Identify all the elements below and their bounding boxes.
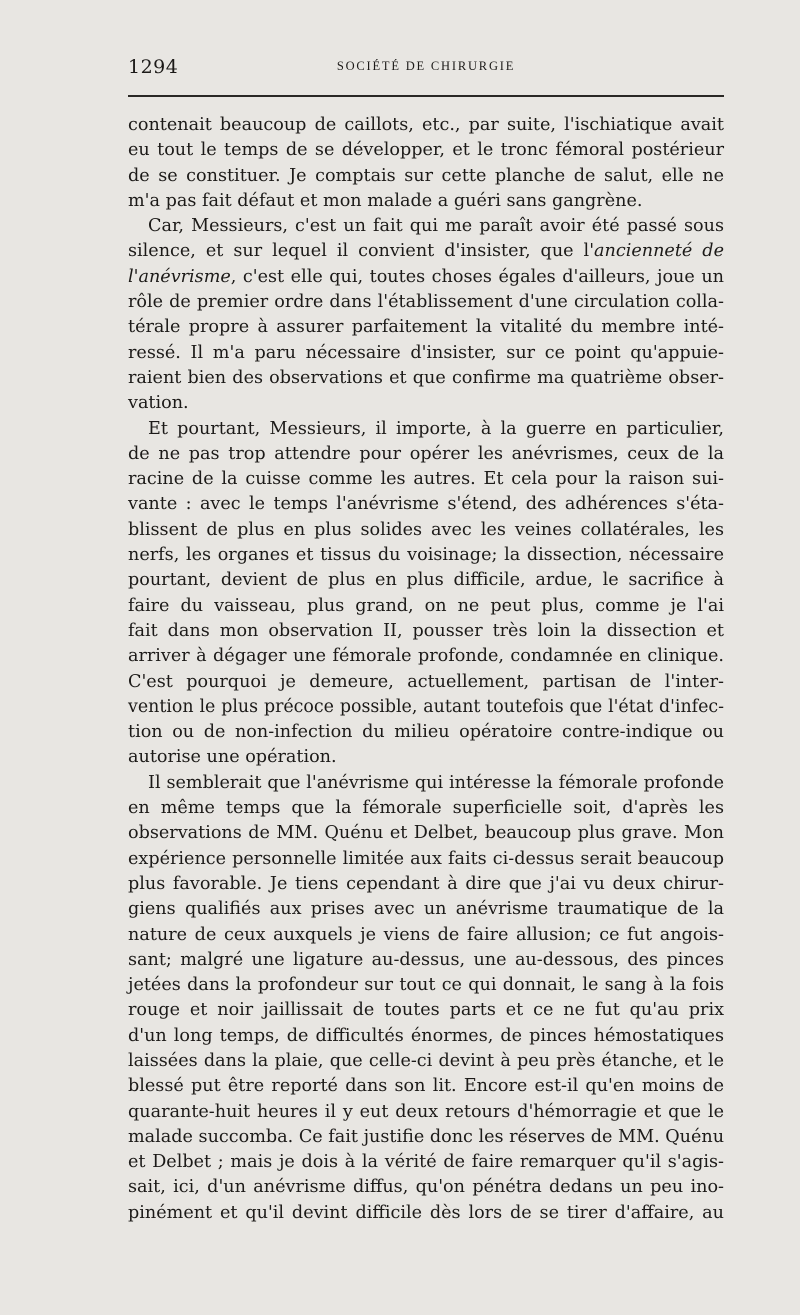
- text-line: giens qualifiés aux prises avec un anévrisme traumatique de la: [128, 899, 724, 920]
- text-line: de ne pas trop attendre pour opérer les anévrismes, ceux de la: [128, 443, 724, 464]
- text-line: Car, Messieurs, c'est un fait qui me paraît avoir été passé sous: [148, 216, 724, 237]
- text-line: de se constituer. Je comptais sur cette planche de salut, elle ne: [128, 165, 724, 186]
- text-line: térale propre à assurer parfaitement la vitalité du membre inté-: [128, 317, 724, 338]
- text-line: quarante-huit heures il y eut deux retours d'hémorragie et que le: [128, 1101, 724, 1122]
- text-line: vation.: [128, 393, 189, 414]
- text-line: arriver à dégager une fémorale profonde, condamnée en clinique.: [128, 646, 724, 667]
- text-line: pourtant, devient de plus en plus difficile, ardue, le sacrifice à: [128, 570, 724, 591]
- text-line: fait dans mon observation II, pousser très loin la dissection et: [128, 620, 724, 641]
- text-line: sait, ici, d'un anévrisme diffus, qu'on pénétra dedans un peu ino-: [128, 1177, 724, 1198]
- text-line: autorise une opération.: [128, 747, 337, 768]
- page-number: 1294: [128, 56, 179, 78]
- text-line: plus favorable. Je tiens cependant à dire que j'ai vu deux chirur-: [128, 873, 724, 894]
- text-line: faire du vaisseau, plus grand, on ne peut plus, comme je l'ai: [128, 595, 724, 616]
- text-line: et Delbet ; mais je dois à la vérité de faire remarquer qu'il s'agis-: [128, 1152, 724, 1173]
- text-line: observations de MM. Quénu et Delbet, beaucoup plus grave. Mon: [128, 823, 724, 844]
- text-line: nerfs, les organes et tissus du voisinage; la dissection, nécessaire: [128, 545, 724, 566]
- emphasis: l'anévrisme: [128, 266, 231, 287]
- running-head: SOCIÉTÉ DE CHIRURGIE: [336, 59, 516, 73]
- body-text: [128, 113, 724, 1226]
- text-line: blessé put être reporté dans son lit. Encore est-il qu'en moins de: [128, 1076, 724, 1097]
- paragraph-3: [128, 417, 724, 771]
- text-line: blissent de plus en plus solides avec les veines collatérales, les: [128, 519, 724, 540]
- text-line: d'un long temps, de difficultés énormes, de pinces hémostatiques: [128, 1025, 724, 1046]
- text-line: Il semblerait que l'anévrisme qui intéresse la fémorale profonde: [148, 772, 724, 793]
- text-line: racine de la cuisse comme les autres. Et cela pour la raison sui-: [128, 469, 724, 490]
- text-line: jetées dans la profondeur sur tout ce qui donnait, le sang à la fois: [128, 975, 724, 996]
- page-header: [128, 56, 724, 78]
- paragraph-4: [128, 771, 724, 1226]
- text-line: en même temps que la fémorale superficielle soit, d'après les: [128, 798, 724, 819]
- text-line: malade succomba. Ce fait justifie donc les réserves de MM. Quénu: [128, 1126, 725, 1147]
- text-line: nature de ceux auxquels je viens de faire allusion; ce fut angois-: [128, 924, 724, 945]
- text-line: sant; malgré une ligature au-dessus, une au-dessous, des pinces: [128, 949, 724, 970]
- paragraph-2: [128, 214, 724, 416]
- header-rule: [128, 95, 724, 97]
- text-line: expérience personnelle limitée aux faits ci-dessus serait beaucoup: [128, 848, 724, 869]
- text-line: tion ou de non-infection du milieu opératoire contre-indique ou: [128, 722, 724, 743]
- text-line: Et pourtant, Messieurs, il importe, à la guerre en particulier,: [148, 418, 724, 439]
- text-line: silence, et sur lequel il convient d'insister, que l'ancienneté de: [128, 241, 724, 262]
- emphasis: ancienneté de: [594, 241, 724, 262]
- text-line: raient bien des observations et que confirme ma quatrième obser-: [128, 367, 724, 388]
- text-line: vention le plus précoce possible, autant toutefois que l'état d'infec-: [128, 696, 724, 717]
- text-line: laissées dans la plaie, que celle-ci devint à peu près étanche, et le: [128, 1050, 724, 1071]
- text-line: vante : avec le temps l'anévrisme s'étend, des adhérences s'éta-: [128, 494, 724, 515]
- text-line: C'est pourquoi je demeure, actuellement, partisan de l'inter-: [128, 671, 724, 692]
- text-line: pinément et qu'il devint difficile dès lors de se tirer d'affaire, au: [128, 1202, 724, 1223]
- text-line: l'anévrisme, c'est elle qui, toutes choses égales d'ailleurs, joue un: [128, 266, 724, 287]
- text-line: m'a pas fait défaut et mon malade a guéri sans gangrène.: [128, 190, 643, 211]
- text-line: rôle de premier ordre dans l'établissement d'une circulation colla-: [128, 292, 724, 313]
- text-line: rouge et noir jaillissait de toutes parts et ce ne fut qu'au prix: [128, 1000, 724, 1021]
- text-line: eu tout le temps de se développer, et le tronc fémoral postérieur: [128, 140, 724, 161]
- text-line: ressé. Il m'a paru nécessaire d'insister, sur ce point qu'appuie-: [128, 342, 724, 363]
- text-line: contenait beaucoup de caillots, etc., par suite, l'ischiatique avait: [128, 115, 724, 135]
- paragraph-1: [128, 113, 724, 214]
